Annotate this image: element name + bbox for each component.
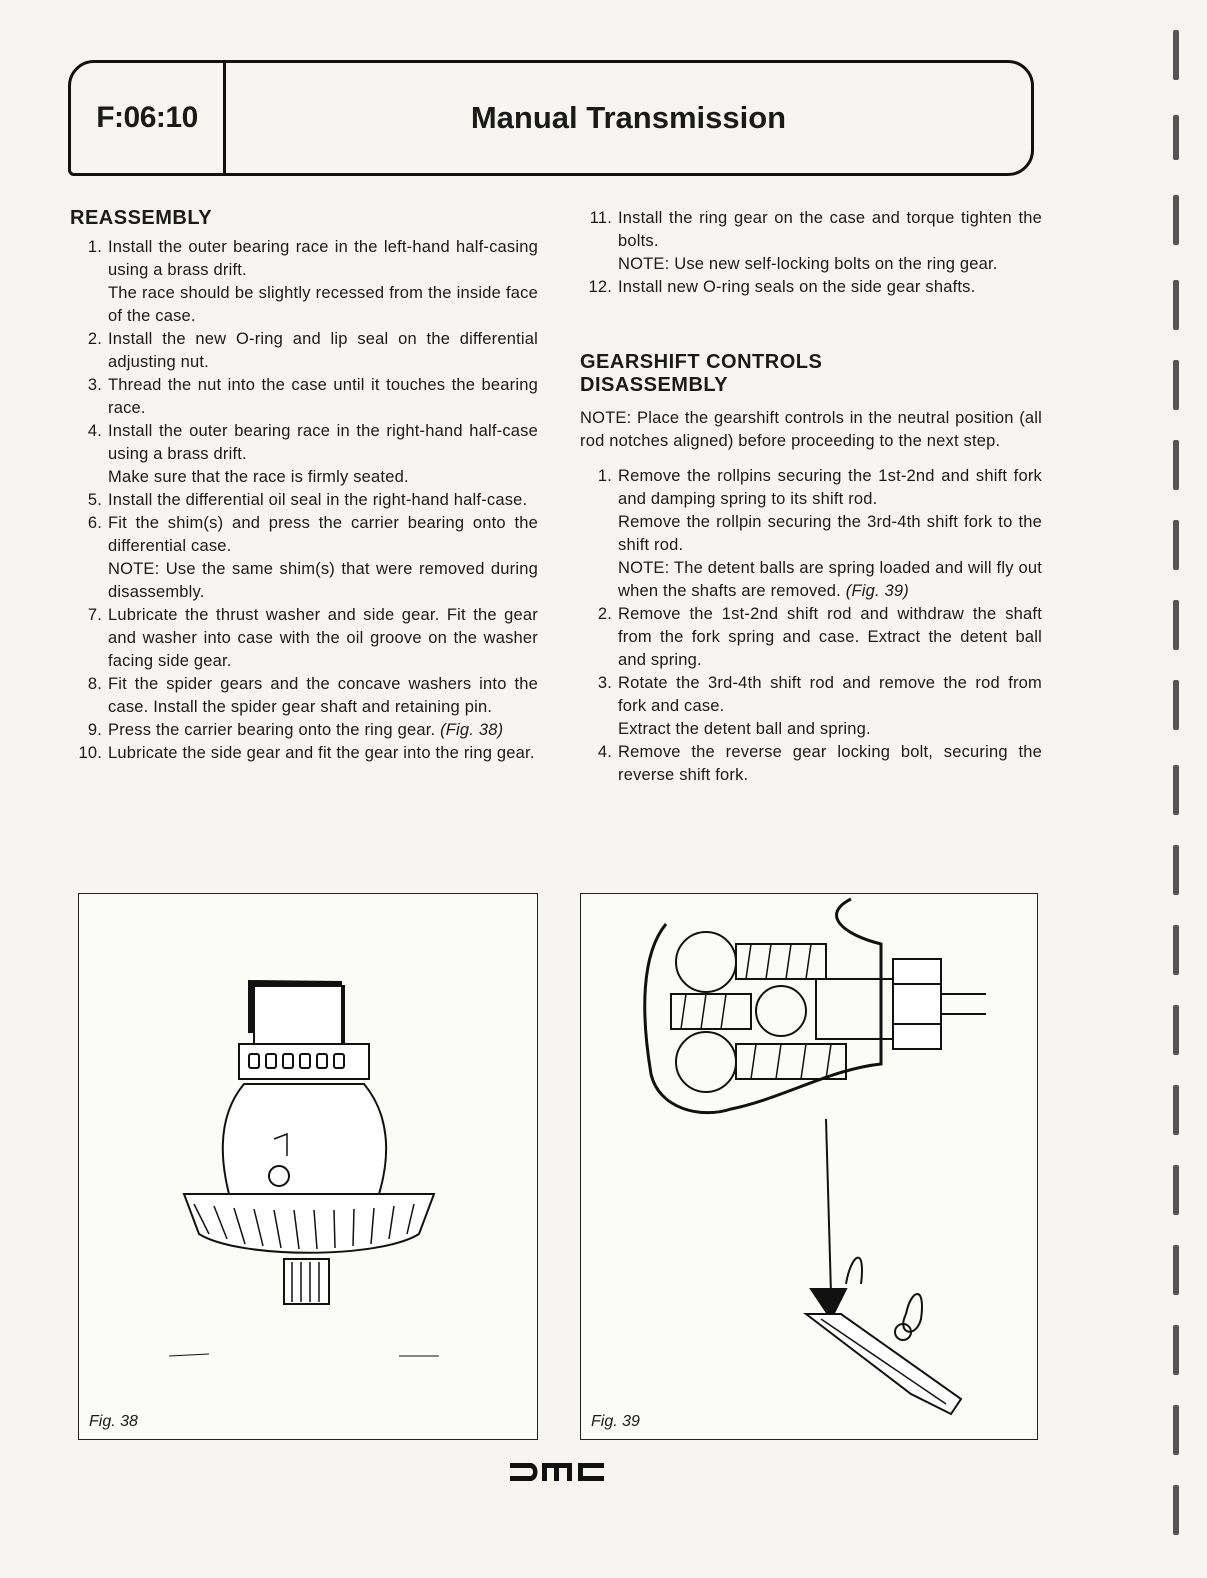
step-number: 8.	[87, 675, 102, 693]
step-item	[70, 604, 538, 673]
fig-38-caption: Fig. 38	[89, 1413, 138, 1430]
step-number: 4.	[87, 422, 102, 440]
binder-edge-mark	[1173, 765, 1179, 815]
figure-39	[580, 893, 1038, 1440]
step-text: Remove the 1st-2nd shift rod and withdraw the shaft from the fork spring and case. Extract the detent ball and spring.	[618, 605, 1042, 669]
binder-edge-mark	[1173, 115, 1179, 160]
dmc-logo-icon	[510, 1460, 606, 1484]
step-text: Install new O-ring seals on the side gear shafts.	[618, 278, 976, 296]
binder-edge-mark	[1173, 440, 1179, 490]
binder-edge-mark	[1173, 1085, 1179, 1135]
binder-edge-mark	[1173, 1405, 1179, 1455]
step-text: Lubricate the side gear and fit the gear into the ring gear.	[108, 744, 535, 762]
step-number: 1.	[597, 467, 612, 485]
figure-38	[78, 893, 538, 1440]
step-number: 6.	[87, 514, 102, 532]
step-number: 12.	[588, 278, 612, 296]
figure-reference: (Fig. 38)	[440, 721, 504, 739]
page-title: Manual Transmission	[470, 100, 787, 135]
step-item	[580, 207, 1042, 276]
step-text: Fit the shim(s) and press the carrier bearing onto the differential case.	[108, 514, 538, 555]
differential-carrier-illustration	[79, 894, 537, 1439]
gearshift-note: NOTE: Place the gearshift controls in the neutral position (all rod notches aligned) before proceeding to the next step.	[580, 409, 1042, 450]
step-text: Thread the nut into the case until it touches the bearing race.	[108, 376, 538, 417]
step-number: 10.	[78, 744, 102, 762]
step-number: 11.	[589, 209, 612, 227]
binder-edge-mark	[1173, 1325, 1179, 1375]
page-header	[68, 60, 1034, 176]
binder-edge-mark	[1173, 360, 1179, 410]
step-number: 4.	[597, 743, 612, 761]
binder-edge-mark	[1173, 680, 1179, 730]
step-item	[70, 374, 538, 420]
binder-edge-mark	[1173, 1005, 1179, 1055]
step-text: Install the outer bearing race in the left-hand half-casing using a brass drift.	[108, 238, 538, 279]
step-text: Lubricate the thrust washer and side gear. Fit the gear and washer into case with the oil groove on the washer facing side gear.	[108, 606, 538, 670]
reassembly-steps-continued	[580, 207, 1042, 299]
step-number: 1.	[87, 238, 102, 256]
binder-edge-mark	[1173, 30, 1179, 80]
step-text: Make sure that the race is firmly seated.	[108, 468, 409, 486]
step-item	[70, 719, 538, 742]
binder-edge-mark	[1173, 1245, 1179, 1295]
step-text: Install the ring gear on the case and torque tighten the bolts.	[618, 209, 1042, 250]
binder-edge-mark	[1173, 845, 1179, 895]
binder-edge-mark	[1173, 925, 1179, 975]
step-number: 3.	[597, 674, 612, 692]
step-item	[580, 672, 1042, 741]
step-text: NOTE: Use the same shim(s) that were removed during disassembly.	[108, 560, 538, 601]
reassembly-heading: REASSEMBLY	[70, 207, 213, 229]
step-number: 9.	[87, 721, 102, 739]
binder-edge-mark	[1173, 195, 1179, 245]
step-text: Press the carrier bearing onto the ring gear. (Fig. 38)	[108, 721, 504, 739]
step-item	[70, 673, 538, 719]
binder-edge-mark	[1173, 1165, 1179, 1215]
left-column	[70, 207, 538, 765]
step-item	[70, 742, 538, 765]
reassembly-steps	[70, 236, 538, 765]
section-code: F:06:10	[96, 101, 198, 134]
step-text: Install the new O-ring and lip seal on the differential adjusting nut.	[108, 330, 538, 371]
gearshift-steps	[580, 465, 1042, 787]
step-text: The race should be slightly recessed from the inside face of the case.	[108, 284, 538, 325]
step-text: Install the differential oil seal in the right-hand half-case.	[108, 491, 528, 509]
step-text: Remove the rollpins securing the 1st-2nd and shift fork and damping spring to its shift rod.	[618, 467, 1042, 508]
step-item	[580, 465, 1042, 603]
step-number: 2.	[87, 330, 102, 348]
step-item	[580, 741, 1042, 787]
right-column	[580, 207, 1042, 787]
gearshift-heading	[580, 351, 1042, 397]
step-number: 3.	[87, 376, 102, 394]
step-text: NOTE: Use new self-locking bolts on the ring gear.	[618, 255, 998, 273]
binder-edge-mark	[1173, 280, 1179, 330]
fig-39-caption: Fig. 39	[591, 1413, 640, 1430]
step-number: 7.	[87, 606, 102, 624]
step-text: Extract the detent ball and spring.	[618, 720, 871, 738]
binder-edge-mark	[1173, 600, 1179, 650]
step-text: Fit the spider gears and the concave washers into the case. Install the spider gear shaft and retaining pin.	[108, 675, 538, 716]
binder-edge-mark	[1173, 520, 1179, 570]
step-text: Remove the rollpin securing the 3rd-4th shift fork to the shift rod.	[618, 513, 1042, 554]
step-item	[70, 328, 538, 374]
gearshift-heading-line2: DISASSEMBLY	[580, 374, 729, 396]
step-item	[580, 603, 1042, 672]
step-item	[70, 236, 538, 328]
step-text: Rotate the 3rd-4th shift rod and remove the rod from fork and case.	[618, 674, 1042, 715]
step-text: Install the outer bearing race in the right-hand half-case using a brass drift.	[108, 422, 538, 463]
step-item	[70, 512, 538, 604]
step-number: 5.	[87, 491, 102, 509]
step-number: 2.	[597, 605, 612, 623]
step-item	[70, 489, 538, 512]
binder-edge-mark	[1173, 1485, 1179, 1535]
figure-reference: (Fig. 39)	[845, 582, 909, 600]
gearshift-heading-line1: GEARSHIFT CONTROLS	[580, 351, 823, 373]
step-text: Remove the reverse gear locking bolt, securing the reverse shift fork.	[618, 743, 1042, 784]
gearshift-detent-illustration	[581, 894, 1037, 1439]
step-text: NOTE: The detent balls are spring loaded and will fly out when the shafts are removed. (Fig. 39)	[618, 559, 1042, 600]
step-item	[580, 276, 1042, 299]
step-item	[70, 420, 538, 489]
